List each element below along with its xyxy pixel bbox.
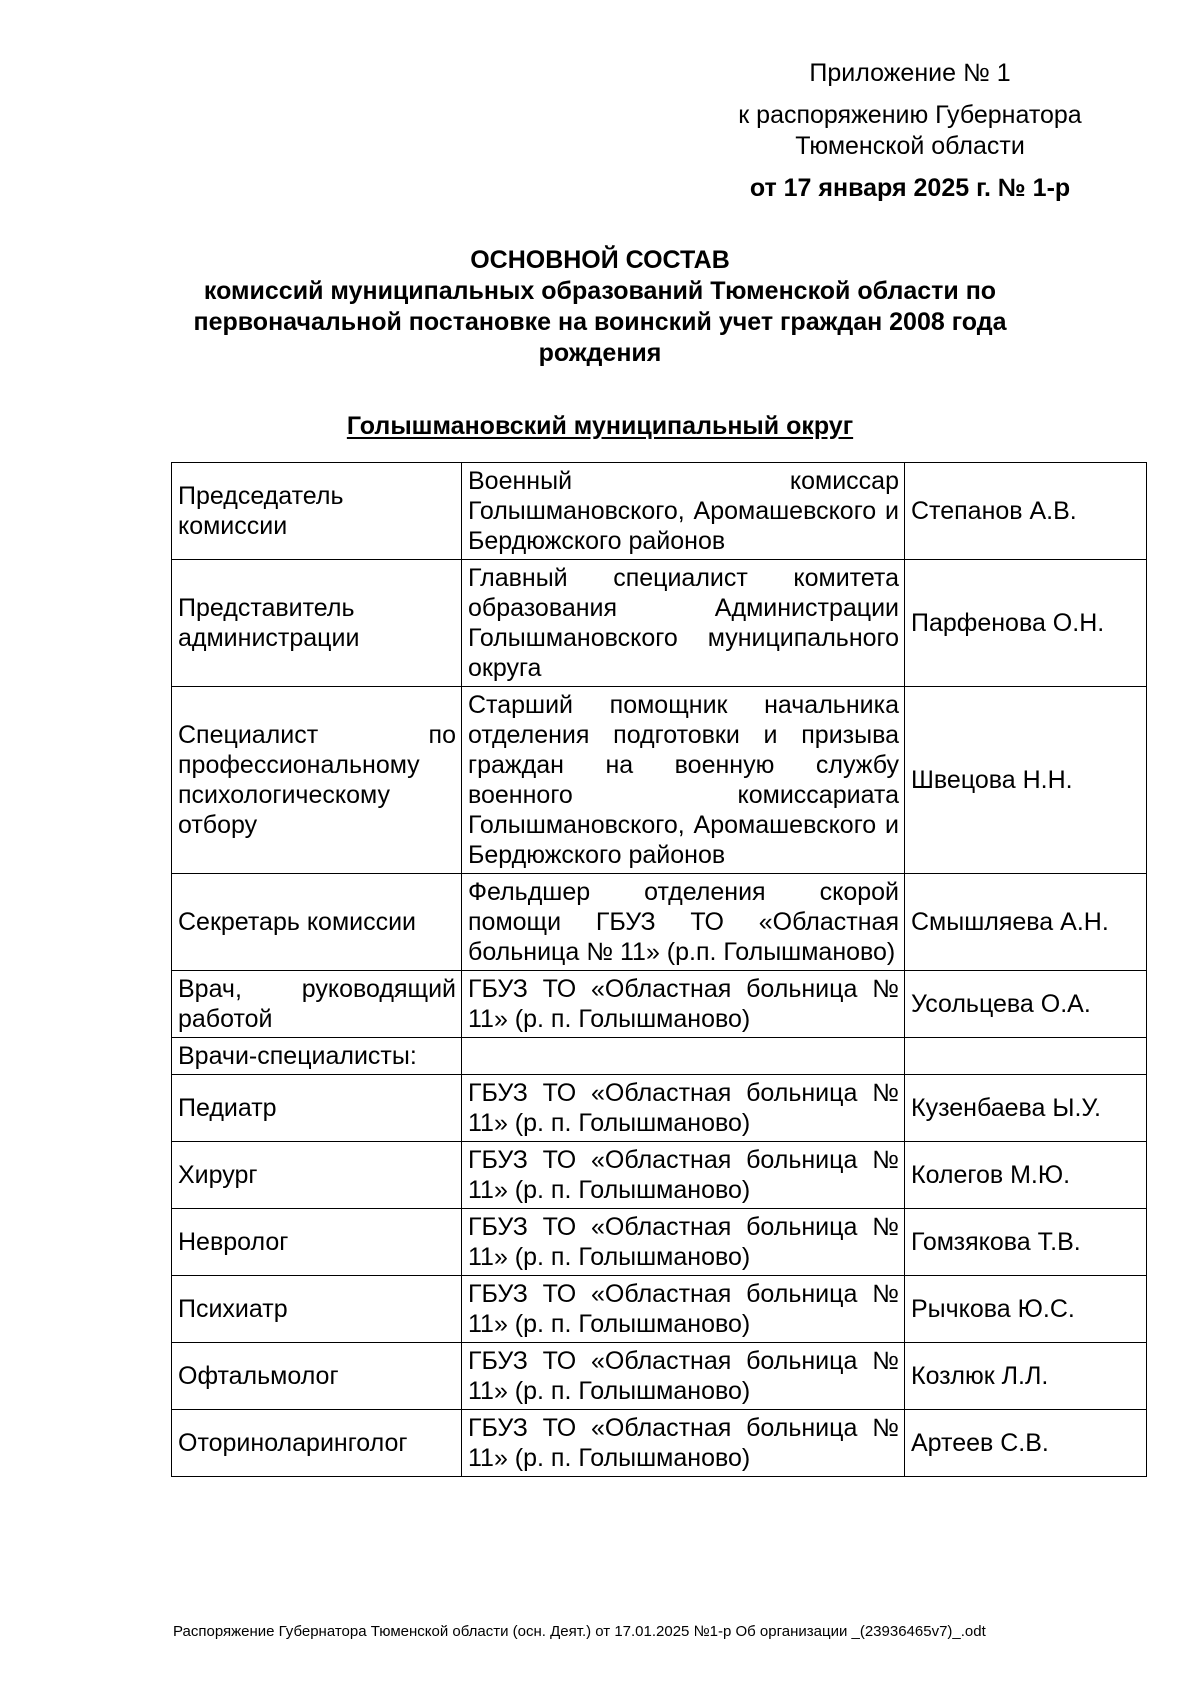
- organization-cell: [462, 1038, 905, 1075]
- role-cell: Врачи-специалисты:: [172, 1038, 462, 1075]
- organization-cell: Главный специалист комитета образования Администрации Голышмановского муниципального округа: [462, 560, 905, 687]
- table-row: [172, 1343, 1147, 1410]
- member-name-cell: Рычкова Ю.С.: [905, 1276, 1147, 1343]
- role-cell: Председатель комиссии: [172, 463, 462, 560]
- member-name-cell: Степанов А.В.: [905, 463, 1147, 560]
- member-name-cell: Козлюк Л.Л.: [905, 1343, 1147, 1410]
- member-name-cell: Смышляева А.Н.: [905, 874, 1147, 971]
- organization-cell: ГБУЗ ТО «Областная больница № 11» (р. п. Голышманово): [462, 1343, 905, 1410]
- title-subtitle: комиссий муниципальных образований Тюменской области по первоначальной постановке на воинский учет граждан 2008 года рождения: [193, 277, 1007, 367]
- organization-cell: Фельдшер отделения скорой помощи ГБУЗ ТО «Областная больница № 11» (р.п. Голышманово): [462, 874, 905, 971]
- member-name-cell: Усольцева О.А.: [905, 971, 1147, 1038]
- role-cell: Специалист по профессиональному психологическому отбору: [172, 687, 462, 874]
- role-cell: Оториноларинголог: [172, 1410, 462, 1477]
- organization-cell: ГБУЗ ТО «Областная больница № 11» (р. п. Голышманово): [462, 1142, 905, 1209]
- document-footer: Распоряжение Губернатора Тюменской области (осн. Деят.) от 17.01.2025 №1-р Об организации _(23936465v7)_.odt: [173, 1623, 986, 1640]
- table-row: [172, 1142, 1147, 1209]
- table-row: [172, 1209, 1147, 1276]
- appendix-date: от 17 января 2025 г. № 1-р: [749, 174, 1071, 202]
- role-cell: Секретарь комиссии: [172, 874, 462, 971]
- district-name: Голышмановский муниципальный округ: [346, 412, 854, 440]
- member-name-cell: Гомзякова Т.В.: [905, 1209, 1147, 1276]
- table-row: [172, 560, 1147, 687]
- member-name-cell: Швецова Н.Н.: [905, 687, 1147, 874]
- table-row: [172, 971, 1147, 1038]
- organization-cell: ГБУЗ ТО «Областная больница № 11» (р. п. Голышманово): [462, 1075, 905, 1142]
- role-cell: Представитель администрации: [172, 560, 462, 687]
- role-cell: Хирург: [172, 1142, 462, 1209]
- organization-cell: Старший помощник начальника отделения подготовки и призыва граждан на военную службу военного комиссариата Голышмановского, Аромашевского и Бердюжского районов: [462, 687, 905, 874]
- table-row: [172, 463, 1147, 560]
- table-row: [172, 1075, 1147, 1142]
- member-name-cell: Кузенбаева Ы.У.: [905, 1075, 1147, 1142]
- organization-cell: ГБУЗ ТО «Областная больница № 11» (р. п. Голышманово): [462, 1209, 905, 1276]
- member-name-cell: Артеев С.В.: [905, 1410, 1147, 1477]
- member-name-cell: Колегов М.Ю.: [905, 1142, 1147, 1209]
- table-row: [172, 874, 1147, 971]
- organization-cell: ГБУЗ ТО «Областная больница № 11» (р. п. Голышманово): [462, 971, 905, 1038]
- member-name-cell: Парфенова О.Н.: [905, 560, 1147, 687]
- table-row: [172, 1276, 1147, 1343]
- role-cell: Невролог: [172, 1209, 462, 1276]
- organization-cell: ГБУЗ ТО «Областная больница № 11» (р. п. Голышманово): [462, 1276, 905, 1343]
- role-cell: Педиатр: [172, 1075, 462, 1142]
- appendix-number: Приложение № 1: [809, 59, 1011, 87]
- table-row: [172, 687, 1147, 874]
- document-title: [180, 245, 1020, 369]
- title-main: ОСНОВНОЙ СОСТАВ: [470, 246, 730, 274]
- role-cell: Врач, руководящий работой: [172, 971, 462, 1038]
- organization-cell: Военный комиссар Голышмановского, Аромашевского и Бердюжского районов: [462, 463, 905, 560]
- member-name-cell: [905, 1038, 1147, 1075]
- organization-cell: ГБУЗ ТО «Областная больница № 11» (р. п. Голышманово): [462, 1410, 905, 1477]
- role-cell: Психиатр: [172, 1276, 462, 1343]
- commission-table: [171, 462, 1147, 1477]
- table-row: [172, 1038, 1147, 1075]
- appendix-reference: к распоряжению Губернатора Тюменской области: [738, 101, 1082, 160]
- table-row: [172, 1410, 1147, 1477]
- role-cell: Офтальмолог: [172, 1343, 462, 1410]
- district-heading: [180, 411, 1020, 442]
